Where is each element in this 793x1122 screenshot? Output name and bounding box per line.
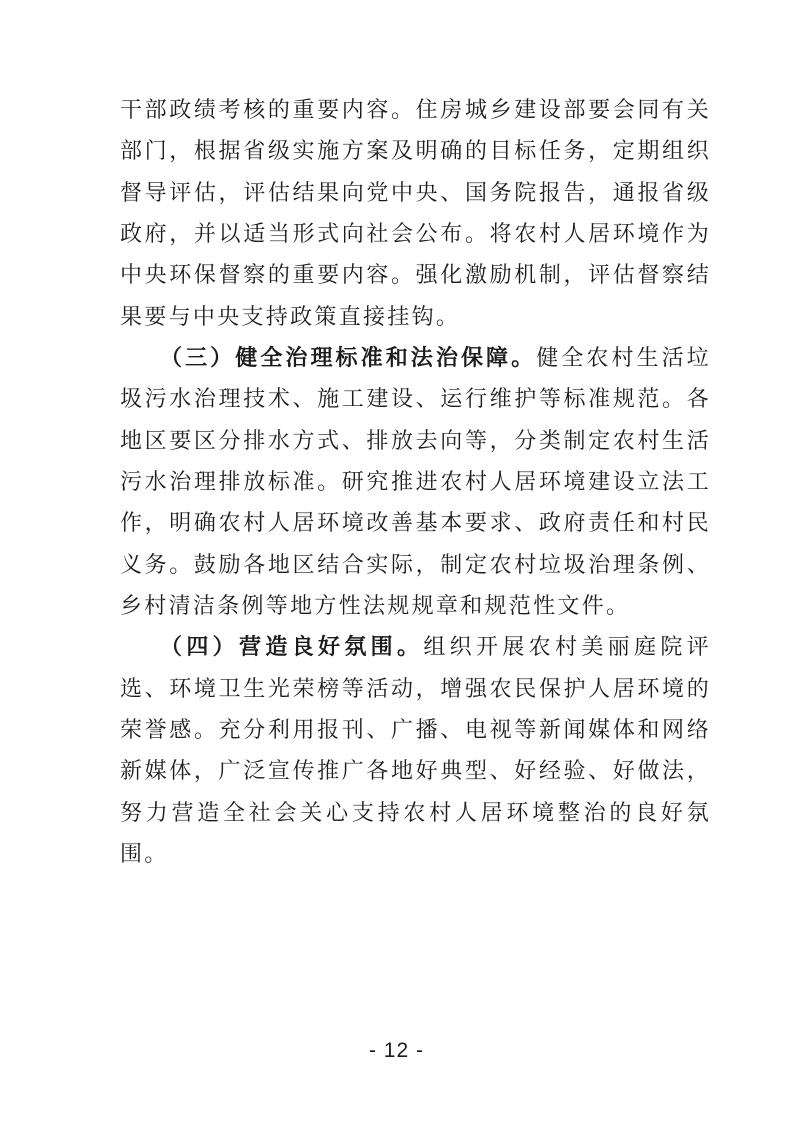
paragraph-text: 健全农村生活垃圾污水治理技术、施工建设、运行维护等标准规范。各地区要区分排水方式、排放去向等，分类制定农村生活污水治理排放标准。研究推进农村人居环境建设立法工作，明确农村人居环境改善基本要求、政府责任和村民义务。鼓励各地区结合实际，制定农村垃圾治理条例、乡村清洁条例等地方性法规规章和规范性文件。 — [120, 344, 711, 618]
document-body — [120, 89, 711, 874]
page-number: - 12 - — [368, 1039, 424, 1062]
paragraph-section-4 — [120, 626, 711, 874]
paragraph-continuation — [120, 89, 711, 337]
paragraph-section-3 — [120, 337, 711, 626]
paragraph-text: 干部政绩考核的重要内容。住房城乡建设部要会同有关部门，根据省级实施方案及明确的目标任务，定期组织督导评估，评估结果向党中央、国务院报告，通报省级政府，并以适当形式向社会公布。将农村人居环境作为中央环保督察的重要内容。强化激励机制，评估督察结果要与中央支持政策直接挂钩。 — [120, 97, 711, 329]
paragraph-text: 组织开展农村美丽庭院评选、环境卫生光荣榜等活动，增强农民保护人居环境的荣誉感。充分利用报刊、广播、电视等新闻媒体和网络新媒体，广泛宣传推广各地好典型、好经验、好做法，努力营造全社会关心支持农村人居环境整治的良好氛围。 — [120, 634, 711, 866]
section-4-heading: （四）营造良好氛围。 — [160, 634, 424, 660]
section-3-heading: （三）健全治理标准和法治保障。 — [160, 344, 537, 370]
